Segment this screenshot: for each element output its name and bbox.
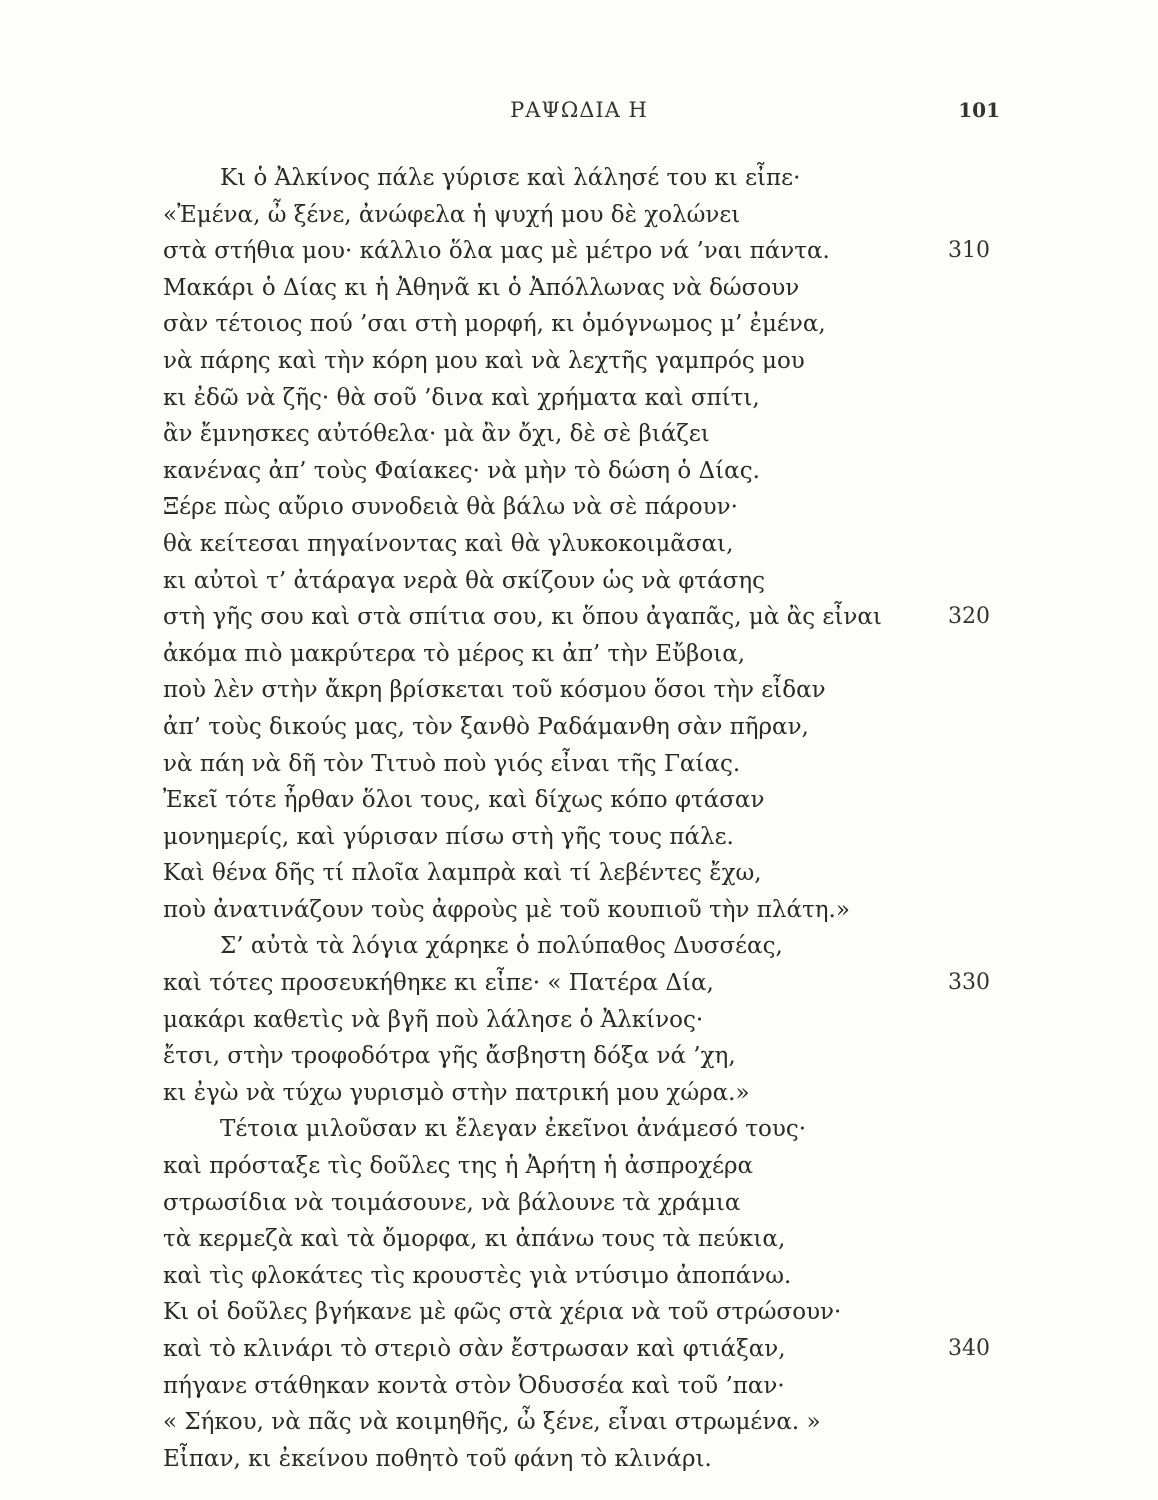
verse-line-text: κανένας ἀπ’ τοὺς Φαίακες· νὰ μὴν τὸ δώση ὁ Δίας. [163, 457, 760, 484]
verse-line [0, 197, 1158, 234]
verse-line-text: μακάρι καθετὶς νὰ βγῆ ποὺ λάλησε ὁ Ἀλκίνος· [163, 1006, 704, 1033]
verse-line [0, 965, 1158, 1002]
verse-line-text: « Σήκου, νὰ πᾶς νὰ κοιμηθῆς, ὦ ξένε, εἶναι στρωμένα. » [163, 1409, 821, 1436]
verse-line [0, 306, 1158, 343]
verse-line-text: τὰ κερμεζὰ καὶ τὰ ὄμορφα, κι ἀπάνω τους τὰ πεύκια, [163, 1226, 786, 1253]
verse-line [0, 453, 1158, 490]
verse-line [0, 1075, 1158, 1112]
verse-line-text: Καὶ θένα δῆς τί πλοῖα λαμπρὰ καὶ τί λεβέντες ἔχω, [163, 860, 762, 887]
verse-line-text: Κι ὁ Ἀλκίνος πάλε γύρισε καὶ λάλησέ του κι εἶπε· [220, 165, 801, 191]
verse-line-text: καὶ τὶς φλοκάτες τὶς κρουστὲς γιὰ ντύσιμο ἀποπάνω. [163, 1262, 792, 1289]
verse-line [0, 270, 1158, 307]
verse-line [0, 1441, 1158, 1478]
verse-line [0, 672, 1158, 709]
verse-line [0, 1404, 1158, 1441]
verse-line-text: νὰ πάρης καὶ τὴν κόρη μου καὶ νὰ λεχτῆς γαμπρός μου [163, 347, 805, 374]
verse-line [0, 1111, 1158, 1148]
verse-line [0, 1331, 1158, 1368]
verse-line-text: Τέτοια μιλοῦσαν κι ἔλεγαν ἐκεῖνοι ἀνάμεσό τους· [220, 1116, 807, 1143]
verse-line-text: θὰ κείτεσαι πηγαίνοντας καὶ θὰ γλυκοκοιμᾶσαι, [163, 530, 734, 557]
verse-line-text: καὶ πρόσταξε τὶς δοῦλες της ἡ Ἀρήτη ἡ ἀσπροχέρα [163, 1153, 754, 1180]
verse-line-text: στρωσίδια νὰ τοιμάσουνε, νὰ βάλουνε τὰ χράμια [163, 1189, 741, 1216]
verse-line-text: ἀκόμα πιὸ μακρύτερα τὸ μέρος κι ἀπ’ τὴν Εὔβοια, [163, 640, 746, 667]
verse-line [0, 1038, 1158, 1075]
verse-line-text: Μακάρι ὁ Δίας κι ἡ Ἀθηνᾶ κι ὁ Ἀπόλλωνας νὰ δώσουν [163, 274, 800, 301]
line-number: 330 [948, 970, 990, 996]
line-number: 320 [948, 604, 990, 630]
verse-line [0, 746, 1158, 783]
verse-line-text: Ξέρε πὼς αὔριο συνοδειὰ θὰ βάλω νὰ σὲ πάρουν· [163, 494, 738, 521]
verse-line-text: στὰ στήθια μου· κάλλιο ὅλα μας μὲ μέτρο νά ’ναι πάντα. [163, 238, 830, 265]
verse-line-text: μονημερίς, καὶ γύρισαν πίσω στὴ γῆς τους πάλε. [163, 823, 734, 850]
verse-line [0, 416, 1158, 453]
verse-line [0, 599, 1158, 636]
verse-line [0, 1221, 1158, 1258]
verse-line-text: Κι οἱ δοῦλες βγήκανε μὲ φῶς στὰ χέρια νὰ τοῦ στρώσουν· [163, 1299, 842, 1326]
verse-line-text: ποὺ ἀνατινάζουν τοὺς ἀφροὺς μὲ τοῦ κουπιοῦ τὴν πλάτη.» [163, 896, 850, 923]
verse-line-text: Εἶπαν, κι ἐκείνου ποθητὸ τοῦ φάνη τὸ κλινάρι. [163, 1445, 712, 1472]
verse-line [0, 1258, 1158, 1295]
verse-line [0, 892, 1158, 929]
running-header-title: ΡΑΨΩΔΙΑ Η [510, 98, 648, 122]
verse-line-text: ἀπ’ τοὺς δικούς μας, τὸν ξανθὸ Ραδάμανθη σὰν πῆραν, [163, 713, 809, 740]
verse-line [0, 1185, 1158, 1222]
verse-line-text: Ἐκεῖ τότε ἦρθαν ὅλοι τους, καὶ δίχως κόπο φτάσαν [163, 787, 765, 814]
verse-line [0, 1368, 1158, 1405]
verse-line-text: κι ἐδῶ νὰ ζῆς· θὰ σοῦ ’δινα καὶ χρήματα καὶ σπίτι, [163, 384, 760, 411]
verse-text-block [0, 160, 1158, 1477]
verse-line [0, 709, 1158, 746]
verse-line-text: κι ἐγὼ νὰ τύχω γυρισμὸ στὴν πατρική μου χώρα.» [163, 1079, 750, 1106]
line-number: 340 [948, 1336, 990, 1361]
verse-line [0, 1148, 1158, 1185]
verse-line [0, 1002, 1158, 1039]
verse-line-text: καὶ τὸ κλινάρι τὸ στεριὸ σὰν ἔστρωσαν καὶ φτιάξαν, [163, 1336, 786, 1362]
line-number: 310 [948, 238, 990, 264]
verse-line [0, 636, 1158, 673]
verse-line [0, 855, 1158, 892]
verse-line [0, 343, 1158, 380]
verse-line [0, 526, 1158, 563]
verse-line [0, 489, 1158, 526]
verse-line-text: νὰ πάη νὰ δῆ τὸν Τιτυὸ ποὺ γιός εἶναι τῆς Γαίας. [163, 750, 741, 777]
verse-line [0, 233, 1158, 270]
verse-line [0, 928, 1158, 965]
verse-line-text: κι αὐτοὶ τ’ ἀτάραγα νερὰ θὰ σκίζουν ὡς νὰ φτάσης [163, 567, 766, 594]
verse-line-text: καὶ τότες προσευκήθηκε κι εἶπε· « Πατέρα Δία, [163, 970, 714, 997]
verse-line-text: στὴ γῆς σου καὶ στὰ σπίτια σου, κι ὅπου ἀγαπᾶς, μὰ ἂς εἶναι [163, 604, 882, 631]
verse-line [0, 819, 1158, 856]
verse-line-text: ἂν ἔμνησκες αὐτόθελα· μὰ ἂν ὄχι, δὲ σὲ βιάζει [163, 421, 710, 448]
verse-line [0, 1294, 1158, 1331]
verse-line [0, 782, 1158, 819]
verse-line [0, 563, 1158, 600]
verse-line [0, 380, 1158, 417]
verse-line-text: «Ἐμένα, ὦ ξένε, ἀνώφελα ἡ ψυχή μου δὲ χολώνει [163, 201, 741, 228]
verse-line [0, 160, 1158, 197]
verse-line-text: ἔτσι, στὴν τροφοδότρα γῆς ἄσβηστη δόξα νά ’χη, [163, 1043, 736, 1070]
verse-line-text: Σ’ αὐτὰ τὰ λόγια χάρηκε ὁ πολύπαθος Δυσσέας, [220, 933, 783, 960]
verse-line-text: πήγανε στάθηκαν κοντὰ στὸν Ὀδυσσέα καὶ τοῦ ’παν· [163, 1372, 785, 1399]
page-number: 101 [958, 98, 1000, 122]
verse-line-text: σὰν τέτοιος πού ’σαι στὴ μορφή, κι ὁμόγνωμος μ’ ἐμένα, [163, 311, 826, 338]
verse-line-text: ποὺ λὲν στὴν ἄκρη βρίσκεται τοῦ κόσμου ὅσοι τὴν εἶδαν [163, 677, 826, 704]
